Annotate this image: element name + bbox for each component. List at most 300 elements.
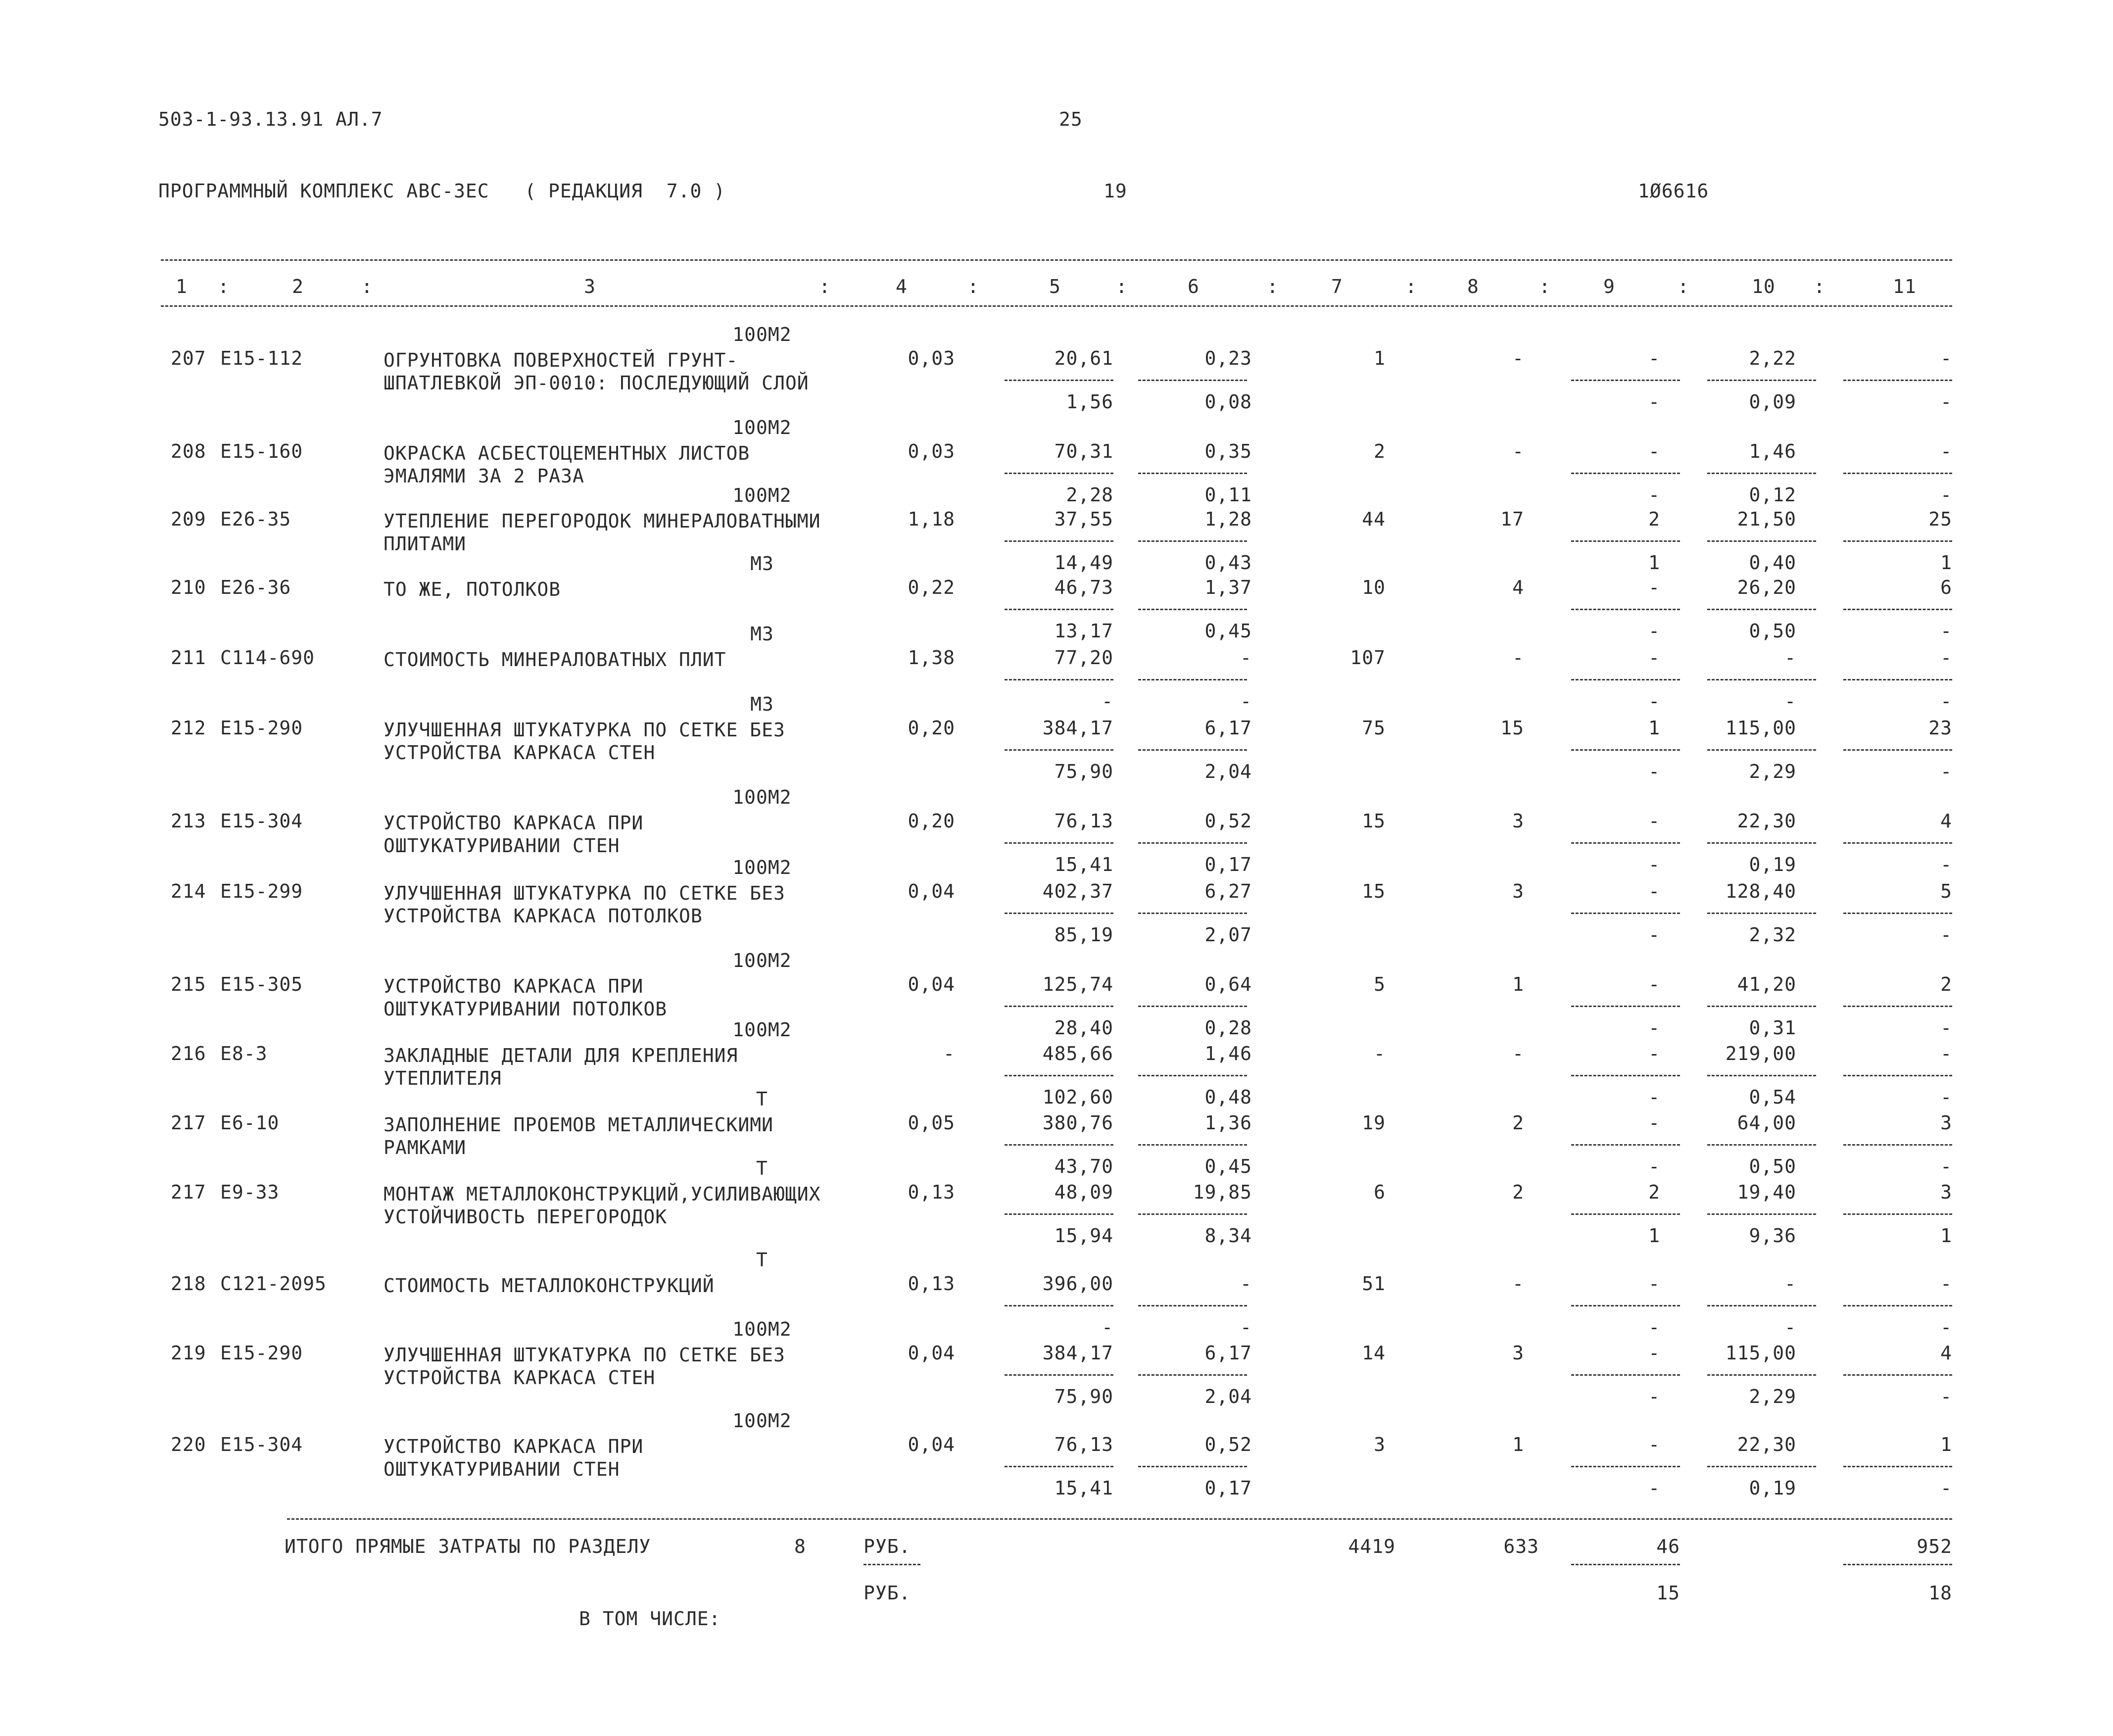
subtotal-rule xyxy=(1707,1144,1816,1146)
row-number: 208 xyxy=(171,440,206,462)
value-a7: - xyxy=(1374,1043,1386,1064)
rate-code: Е26-35 xyxy=(220,508,291,530)
value-b6: - xyxy=(1240,1316,1252,1338)
value-qty: 1,38 xyxy=(908,647,955,669)
value-a11: - xyxy=(1940,347,1952,369)
value-a11: 2 xyxy=(1940,973,1952,995)
value-b11: - xyxy=(1940,1086,1952,1108)
value-a9: - xyxy=(1648,1342,1660,1364)
value-a10: 2,22 xyxy=(1749,347,1796,369)
subtotal-rule xyxy=(1005,540,1113,542)
program-line: ПРОГРАММНЫЙ КОМПЛЕКС АВС-ЗЕС ( РЕДАКЦИЯ 7.0 ) xyxy=(158,180,726,202)
value-a11: 1 xyxy=(1940,1434,1952,1455)
value-a7: 19 xyxy=(1362,1112,1386,1134)
value-a8: 15 xyxy=(1500,717,1524,739)
rate-code: Е9-33 xyxy=(220,1181,280,1203)
work-description: УЛУЧШЕННАЯ ШТУКАТУРКА ПО СЕТКЕ БЕЗ УСТРОЙСТВА КАРКАСА ПОТОЛКОВ xyxy=(384,882,797,927)
column-header-5: 5 xyxy=(1049,276,1061,297)
value-qty: 0,22 xyxy=(908,577,955,598)
value-a9: 2 xyxy=(1648,508,1660,530)
value-a8: - xyxy=(1512,1043,1524,1064)
column-header-11: 11 xyxy=(1893,276,1917,297)
subtotal-rule xyxy=(1571,749,1680,751)
totals-col11-second: 18 xyxy=(1928,1582,1952,1604)
value-qty: 0,20 xyxy=(908,810,955,832)
value-a8: 2 xyxy=(1512,1181,1524,1203)
value-a10: 26,20 xyxy=(1737,577,1796,598)
value-a7: 14 xyxy=(1362,1342,1386,1364)
value-b11: - xyxy=(1940,761,1952,782)
subtotal-rule xyxy=(1571,1305,1680,1306)
subtotal-rule xyxy=(1843,842,1952,844)
rate-code: Е15-112 xyxy=(220,347,303,369)
header-top-rule xyxy=(161,259,1952,261)
value-a6: 0,64 xyxy=(1204,973,1252,995)
subtotal-rule xyxy=(1843,1213,1952,1215)
subtotal-rule xyxy=(1005,679,1113,680)
row-number: 215 xyxy=(171,973,206,995)
value-b11: - xyxy=(1940,690,1952,712)
value-a11: 3 xyxy=(1940,1181,1952,1203)
page-number: 25 xyxy=(1059,108,1083,130)
value-a6: 19,85 xyxy=(1193,1181,1252,1203)
subtotal-rule xyxy=(1005,609,1113,610)
value-a7: 75 xyxy=(1362,717,1386,739)
value-b10: 0,31 xyxy=(1749,1017,1796,1039)
value-a7: 10 xyxy=(1362,577,1386,598)
value-a9: - xyxy=(1648,1043,1660,1064)
row-number: 220 xyxy=(171,1434,206,1455)
value-a11: 25 xyxy=(1928,508,1952,530)
value-a7: 107 xyxy=(1350,647,1386,669)
value-a8: 3 xyxy=(1512,810,1524,832)
subtotal-rule xyxy=(1707,679,1816,680)
value-b10: 0,40 xyxy=(1749,552,1796,574)
subtotal-rule xyxy=(1707,609,1816,610)
value-a8: - xyxy=(1512,1273,1524,1295)
value-b5: 102,60 xyxy=(1042,1086,1113,1108)
value-b11: 1 xyxy=(1940,1225,1952,1247)
value-qty: 0,04 xyxy=(908,1434,955,1455)
value-a8: - xyxy=(1512,647,1524,669)
value-b5: 1,56 xyxy=(1066,391,1113,413)
value-b11: - xyxy=(1940,1316,1952,1338)
value-a6: 0,23 xyxy=(1204,347,1252,369)
value-b10: 9,36 xyxy=(1749,1225,1796,1247)
value-b11: - xyxy=(1940,1477,1952,1499)
value-a5: 396,00 xyxy=(1042,1273,1113,1295)
value-b5: 75,90 xyxy=(1054,1386,1113,1407)
value-a10: 115,00 xyxy=(1725,1342,1796,1364)
totals-label: ИТОГО ПРЯМЫЕ ЗАТРАТЫ ПО РАЗДЕЛУ xyxy=(285,1536,651,1557)
subtotal-rule xyxy=(1005,1305,1113,1306)
value-b9: - xyxy=(1648,690,1660,712)
value-b11: - xyxy=(1940,1156,1952,1177)
value-b5: 15,41 xyxy=(1054,854,1113,875)
rate-code: С114-690 xyxy=(220,647,315,669)
work-description: УЛУЧШЕННАЯ ШТУКАТУРКА ПО СЕТКЕ БЕЗ УСТРОЙСТВА КАРКАСА СТЕН xyxy=(384,1344,797,1389)
value-a6: - xyxy=(1240,1273,1252,1295)
work-description: УСТРОЙСТВО КАРКАСА ПРИ ОШТУКАТУРИВАНИИ СТЕН xyxy=(384,812,656,857)
value-qty: 0,05 xyxy=(908,1112,955,1134)
value-b5: - xyxy=(1102,1316,1113,1338)
value-a7: 44 xyxy=(1362,508,1386,530)
value-a5: 77,20 xyxy=(1054,647,1113,669)
currency-rule xyxy=(864,1564,920,1565)
value-a10: - xyxy=(1784,1273,1796,1295)
subtotal-rule xyxy=(1138,609,1247,610)
value-b5: - xyxy=(1102,690,1113,712)
column-header-2: 2 xyxy=(292,276,304,297)
value-a8: 3 xyxy=(1512,880,1524,902)
value-b9: - xyxy=(1648,1316,1660,1338)
rate-code: Е6-10 xyxy=(220,1112,280,1134)
row-number: 216 xyxy=(171,1043,206,1064)
value-a7: 15 xyxy=(1362,810,1386,832)
value-a5: 20,61 xyxy=(1054,347,1113,369)
subtotal-rule xyxy=(1707,749,1816,751)
value-a9: - xyxy=(1648,880,1660,902)
subtotal-rule xyxy=(1707,1213,1816,1215)
subtotal-rule xyxy=(1843,1374,1952,1376)
unit-label: Т xyxy=(756,1157,768,1179)
value-b5: 43,70 xyxy=(1054,1156,1113,1177)
value-b5: 13,17 xyxy=(1054,620,1113,642)
value-a11: - xyxy=(1940,1273,1952,1295)
totals-col11-rule xyxy=(1843,1564,1952,1565)
subtotal-rule xyxy=(1843,1144,1952,1146)
value-a10: 128,40 xyxy=(1725,880,1796,902)
value-a7: 1 xyxy=(1374,347,1386,369)
subtotal-rule xyxy=(1571,1374,1680,1376)
subtotal-rule xyxy=(1571,1006,1680,1007)
rate-code: Е15-305 xyxy=(220,973,303,995)
value-a9: - xyxy=(1648,440,1660,462)
value-a9: - xyxy=(1648,347,1660,369)
subtotal-rule xyxy=(1138,1374,1247,1376)
subtotal-rule xyxy=(1571,609,1680,610)
value-a6: 6,27 xyxy=(1204,880,1252,902)
totals-rule xyxy=(287,1518,1952,1520)
value-b6: 0,17 xyxy=(1204,854,1252,875)
value-b9: - xyxy=(1648,1086,1660,1108)
value-b6: 2,04 xyxy=(1204,1386,1252,1407)
value-qty: - xyxy=(943,1043,955,1064)
subtotal-rule xyxy=(1138,540,1247,542)
column-separator: : xyxy=(967,276,979,297)
value-qty: 0,03 xyxy=(908,440,955,462)
unit-label: 100М2 xyxy=(732,324,792,345)
value-a5: 125,74 xyxy=(1042,973,1113,995)
row-number: 217 xyxy=(171,1112,206,1134)
value-b10: 2,29 xyxy=(1749,1386,1796,1407)
subtotal-rule xyxy=(1707,1466,1816,1467)
subtotal-rule xyxy=(1843,1075,1952,1076)
value-b11: - xyxy=(1940,484,1952,506)
row-number: 209 xyxy=(171,508,206,530)
totals-col8: 633 xyxy=(1503,1536,1539,1557)
column-separator: : xyxy=(1116,276,1128,297)
work-description: УСТРОЙСТВО КАРКАСА ПРИ ОШТУКАТУРИВАНИИ СТЕН xyxy=(384,1436,656,1480)
column-header-7: 7 xyxy=(1331,276,1343,297)
subtotal-rule xyxy=(1138,1075,1247,1076)
subtotal-rule xyxy=(1005,473,1113,474)
value-a6: 6,17 xyxy=(1204,717,1252,739)
subtotal-rule xyxy=(1138,842,1247,844)
value-a7: 3 xyxy=(1374,1434,1386,1455)
value-a9: 1 xyxy=(1648,717,1660,739)
subtotal-rule xyxy=(1005,913,1113,914)
value-a11: 6 xyxy=(1940,577,1952,598)
column-separator: : xyxy=(1267,276,1279,297)
row-number: 212 xyxy=(171,717,206,739)
rate-code: Е15-160 xyxy=(220,440,303,462)
value-a5: 76,13 xyxy=(1054,1434,1113,1455)
value-a8: 3 xyxy=(1512,1342,1524,1364)
value-a8: - xyxy=(1512,440,1524,462)
value-a5: 485,66 xyxy=(1042,1043,1113,1064)
value-a7: 51 xyxy=(1362,1273,1386,1295)
value-a5: 384,17 xyxy=(1042,1342,1113,1364)
value-a7: 6 xyxy=(1374,1181,1386,1203)
unit-label: 100М2 xyxy=(732,786,792,808)
totals-col9-rule xyxy=(1571,1564,1680,1565)
value-b6: 0,48 xyxy=(1204,1086,1252,1108)
value-b5: 75,90 xyxy=(1054,761,1113,782)
subtotal-rule xyxy=(1843,1466,1952,1467)
value-a8: 2 xyxy=(1512,1112,1524,1134)
value-a11: - xyxy=(1940,647,1952,669)
column-header-9: 9 xyxy=(1603,276,1615,297)
work-description: ТО ЖЕ, ПОТОЛКОВ xyxy=(384,579,561,600)
subtotal-rule xyxy=(1005,380,1113,381)
subtotal-rule xyxy=(1138,1006,1247,1007)
value-b10: - xyxy=(1784,1316,1796,1338)
subtotal-rule xyxy=(1707,540,1816,542)
value-qty: 0,04 xyxy=(908,880,955,902)
subtotal-rule xyxy=(1005,1144,1113,1146)
value-qty: 0,20 xyxy=(908,717,955,739)
value-b5: 28,40 xyxy=(1054,1017,1113,1039)
work-description: УСТРОЙСТВО КАРКАСА ПРИ ОШТУКАТУРИВАНИИ ПОТОЛКОВ xyxy=(384,975,668,1020)
work-description: СТОИМОСТЬ МИНЕРАЛОВАТНЫХ ПЛИТ xyxy=(384,649,726,671)
value-b10: 0,50 xyxy=(1749,620,1796,642)
unit-label: Т xyxy=(756,1249,768,1271)
column-separator: : xyxy=(1405,276,1417,297)
value-a6: 0,52 xyxy=(1204,1434,1252,1455)
rate-code: Е15-304 xyxy=(220,1434,303,1455)
unit-label: 100М2 xyxy=(732,857,792,878)
value-b9: 1 xyxy=(1648,552,1660,574)
subtotal-rule xyxy=(1843,380,1952,381)
row-number: 214 xyxy=(171,880,206,902)
work-description: УТЕПЛЕНИЕ ПЕРЕГОРОДОК МИНЕРАЛОВАТНЫМИ ПЛИТАМИ xyxy=(384,510,833,555)
totals-col9-second: 15 xyxy=(1656,1582,1680,1604)
value-a10: 21,50 xyxy=(1737,508,1796,530)
row-number: 211 xyxy=(171,647,206,669)
sheet-number: 19 xyxy=(1104,180,1127,202)
value-a5: 384,17 xyxy=(1042,717,1113,739)
value-a5: 37,55 xyxy=(1054,508,1113,530)
subtotal-rule xyxy=(1707,842,1816,844)
column-header-3: 3 xyxy=(584,276,596,297)
unit-label: 100М2 xyxy=(732,950,792,971)
value-b9: - xyxy=(1648,1017,1660,1039)
value-a6: 1,46 xyxy=(1204,1043,1252,1064)
document-code: 503-1-93.13.91 АЛ.7 xyxy=(158,108,383,130)
value-b5: 2,28 xyxy=(1066,484,1113,506)
column-separator: : xyxy=(1539,276,1551,297)
value-a8: 1 xyxy=(1512,973,1524,995)
value-b6: 0,45 xyxy=(1204,1156,1252,1177)
value-b11: - xyxy=(1940,924,1952,946)
value-a11: 23 xyxy=(1928,717,1952,739)
column-separator: : xyxy=(819,276,831,297)
value-b10: 0,09 xyxy=(1749,391,1796,413)
unit-label: М3 xyxy=(750,623,774,645)
subtotal-rule xyxy=(1571,913,1680,914)
subtotal-rule xyxy=(1005,1075,1113,1076)
unit-label: 100М2 xyxy=(732,484,792,506)
value-a6: 1,28 xyxy=(1204,508,1252,530)
document-id: 1Ø6616 xyxy=(1638,180,1709,202)
column-separator: : xyxy=(218,276,230,297)
rate-code: Е15-304 xyxy=(220,810,303,832)
row-number: 219 xyxy=(171,1342,206,1364)
value-a9: - xyxy=(1648,1273,1660,1295)
subtotal-rule xyxy=(1005,749,1113,751)
subtotal-rule xyxy=(1138,1144,1247,1146)
subtotal-rule xyxy=(1005,1466,1113,1467)
value-b5: 85,19 xyxy=(1054,924,1113,946)
unit-label: 100М2 xyxy=(732,417,792,438)
value-a11: 5 xyxy=(1940,880,1952,902)
value-b9: - xyxy=(1648,1477,1660,1499)
value-a9: - xyxy=(1648,1112,1660,1134)
subtotal-rule xyxy=(1571,380,1680,381)
subtotal-rule xyxy=(1138,1305,1247,1306)
value-a8: - xyxy=(1512,347,1524,369)
subtotal-rule xyxy=(1005,842,1113,844)
value-b11: 1 xyxy=(1940,552,1952,574)
rate-code: Е26-36 xyxy=(220,577,291,598)
value-b6: 0,43 xyxy=(1204,552,1252,574)
subtotal-rule xyxy=(1843,1305,1952,1306)
subtotal-rule xyxy=(1571,1466,1680,1467)
value-b10: - xyxy=(1784,690,1796,712)
work-description: ЗАКЛАДНЫЕ ДЕТАЛИ ДЛЯ КРЕПЛЕНИЯ УТЕПЛИТЕЛЯ xyxy=(384,1045,750,1089)
value-b11: - xyxy=(1940,1386,1952,1407)
subtotal-rule xyxy=(1138,913,1247,914)
subtotal-rule xyxy=(1138,473,1247,474)
value-b9: - xyxy=(1648,484,1660,506)
value-b6: 0,45 xyxy=(1204,620,1252,642)
value-a10: 219,00 xyxy=(1725,1043,1796,1064)
value-b5: 15,94 xyxy=(1054,1225,1113,1247)
rate-code: С121-2095 xyxy=(220,1273,327,1295)
subtotal-rule xyxy=(1843,1006,1952,1007)
subtotal-rule xyxy=(1138,749,1247,751)
subtotal-rule xyxy=(1707,380,1816,381)
value-a11: - xyxy=(1940,1043,1952,1064)
value-a9: - xyxy=(1648,973,1660,995)
subtotal-rule xyxy=(1843,473,1952,474)
totals-col11: 952 xyxy=(1917,1536,1952,1557)
column-header-1: 1 xyxy=(176,276,188,297)
subtotal-rule xyxy=(1138,679,1247,680)
work-description: ОГРУНТОВКА ПОВЕРХНОСТЕЙ ГРУНТ-ШПАТЛЕВКОЙ ЭП-0010: ПОСЛЕДУЮЩИЙ СЛОЙ xyxy=(384,349,809,394)
value-qty: 0,03 xyxy=(908,347,955,369)
value-a8: 4 xyxy=(1512,577,1524,598)
value-a10: 1,46 xyxy=(1749,440,1796,462)
value-a7: 5 xyxy=(1374,973,1386,995)
rate-code: Е15-290 xyxy=(220,1342,303,1364)
value-a6: - xyxy=(1240,647,1252,669)
rate-code: Е15-290 xyxy=(220,717,303,739)
value-a5: 402,37 xyxy=(1042,880,1113,902)
value-a6: 6,17 xyxy=(1204,1342,1252,1364)
subtotal-rule xyxy=(1843,913,1952,914)
unit-label: 100М2 xyxy=(732,1318,792,1340)
value-b10: 0,50 xyxy=(1749,1156,1796,1177)
value-b9: - xyxy=(1648,391,1660,413)
value-b11: - xyxy=(1940,1017,1952,1039)
subtotal-rule xyxy=(1707,473,1816,474)
value-qty: 0,04 xyxy=(908,1342,955,1364)
value-b9: - xyxy=(1648,924,1660,946)
value-b6: - xyxy=(1240,690,1252,712)
value-b11: - xyxy=(1940,391,1952,413)
value-a11: 4 xyxy=(1940,1342,1952,1364)
value-a10: 64,00 xyxy=(1737,1112,1796,1134)
subtotal-rule xyxy=(1571,1144,1680,1146)
value-qty: 0,13 xyxy=(908,1273,955,1295)
unit-label: М3 xyxy=(750,693,774,715)
value-b6: 0,28 xyxy=(1204,1017,1252,1039)
subtotal-rule xyxy=(1571,540,1680,542)
value-b9: 1 xyxy=(1648,1225,1660,1247)
subtotal-rule xyxy=(1843,540,1952,542)
value-a5: 46,73 xyxy=(1054,577,1113,598)
subtotal-rule xyxy=(1005,1213,1113,1215)
work-description: УЛУЧШЕННАЯ ШТУКАТУРКА ПО СЕТКЕ БЕЗ УСТРОЙСТВА КАРКАСА СТЕН xyxy=(384,719,797,764)
value-a6: 1,37 xyxy=(1204,577,1252,598)
row-number: 207 xyxy=(171,347,206,369)
value-b6: 0,17 xyxy=(1204,1477,1252,1499)
totals-col7: 4419 xyxy=(1348,1536,1395,1557)
value-b10: 2,32 xyxy=(1749,924,1796,946)
value-a10: 41,20 xyxy=(1737,973,1796,995)
value-a5: 70,31 xyxy=(1054,440,1113,462)
value-a5: 76,13 xyxy=(1054,810,1113,832)
value-a10: 22,30 xyxy=(1737,810,1796,832)
value-b10: 2,29 xyxy=(1749,761,1796,782)
work-description: ОКРАСКА АСБЕСТОЦЕМЕНТНЫХ ЛИСТОВ ЭМАЛЯМИ ЗА 2 РАЗА xyxy=(384,442,762,487)
subtotal-rule xyxy=(1843,609,1952,610)
column-header-10: 10 xyxy=(1752,276,1776,297)
value-a10: 22,30 xyxy=(1737,1434,1796,1455)
column-separator: : xyxy=(361,276,373,297)
row-number: 218 xyxy=(171,1273,206,1295)
value-a9: - xyxy=(1648,647,1660,669)
work-description: ЗАПОЛНЕНИЕ ПРОЕМОВ МЕТАЛЛИЧЕСКИМИ РАМКАМИ xyxy=(384,1114,785,1158)
value-a9: 2 xyxy=(1648,1181,1660,1203)
column-header-4: 4 xyxy=(896,276,908,297)
rate-code: Е8-3 xyxy=(220,1043,268,1064)
value-a11: - xyxy=(1940,440,1952,462)
value-a7: 2 xyxy=(1374,440,1386,462)
value-b10: 0,12 xyxy=(1749,484,1796,506)
